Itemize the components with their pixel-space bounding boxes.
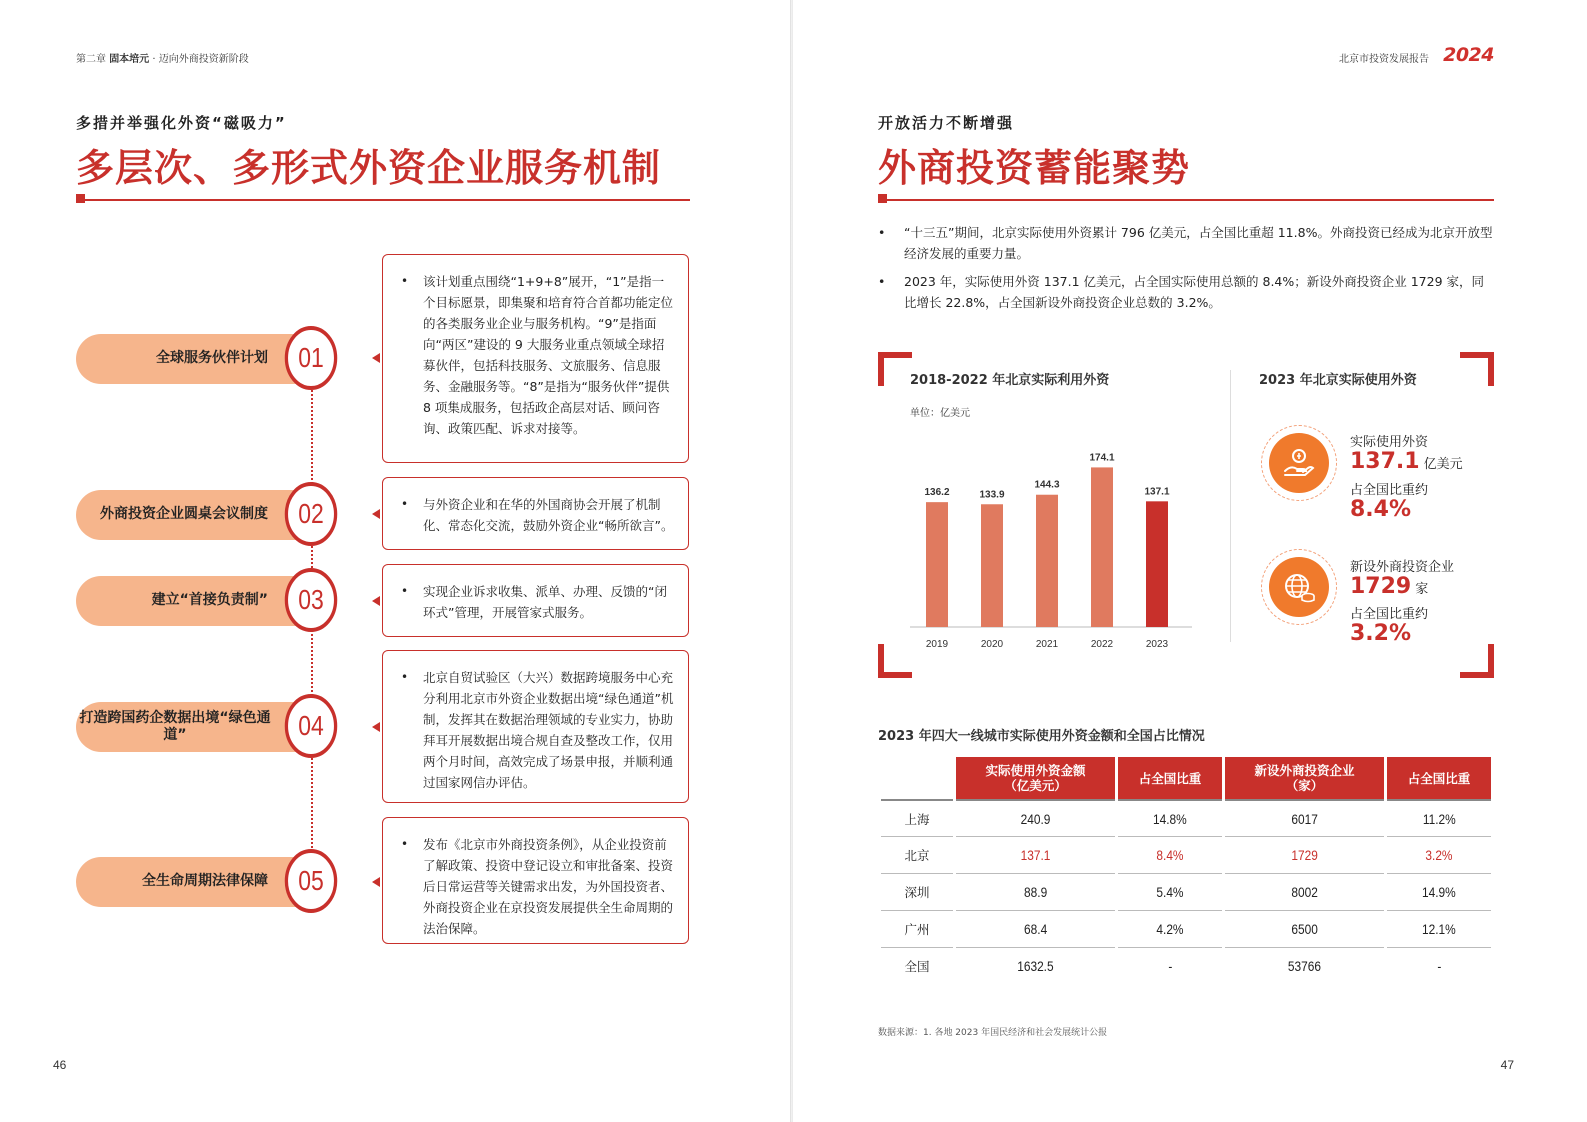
table-cell: 14.8%	[1118, 799, 1222, 836]
table-cell: 5.4%	[1118, 873, 1222, 910]
right-page	[793, 0, 1587, 1122]
table-title: 2023 年四大一线城市实际使用外资金额和全国占比情况	[878, 729, 1205, 744]
table-header-text: 占全国比重	[1138, 770, 1202, 786]
data-source-note: 数据来源：1. 各地 2023 年国民经济和社会发展统计公报	[878, 1028, 1108, 1038]
bar-2023	[1146, 501, 1168, 627]
pointer-arrow-icon	[372, 877, 380, 887]
item-description-box: • 实现企业诉求收集、派单、办理、反馈的“闭环式”管理，开展管家式服务。	[382, 564, 689, 637]
table-cell: 6017	[1225, 799, 1384, 836]
item-description-box: • 北京自贸试验区（大兴）数据跨境服务中心充分利用北京市外资企业数据出境“绿色通道”机制，发挥其在数据治理领域的专业实力，协助拜耳开展数据出境合规自查及整改工作，仅用两个月时间，高效完成了场景申报，并顺利通过国家网信办评估。	[382, 650, 689, 803]
summary-bullets	[878, 222, 1496, 320]
table-header	[956, 757, 1115, 799]
chart-unit-label: 单位：亿美元	[910, 408, 970, 419]
item-description-box: • 与外资企业和在华的外国商协会开展了机制化、常态化交流，鼓励外资企业“畅所欲言”。	[382, 477, 689, 550]
table-cell-city: 全国	[881, 947, 953, 984]
item-number-circle: 03	[285, 568, 337, 632]
item-label-pill: 外商投资企业圆桌会议制度	[76, 490, 320, 540]
bar-2021	[1036, 495, 1058, 627]
stat-share-value: 3.2%	[1350, 621, 1412, 646]
table-cell: 3.2%	[1387, 836, 1491, 873]
table-cell: -	[1387, 947, 1491, 984]
page-title: 多层次、多形式外资企业服务机制	[76, 146, 662, 190]
section-kicker: 多措并举强化外资“磁吸力”	[76, 114, 287, 132]
table-cell: 11.2%	[1387, 799, 1491, 836]
item-description-box: • 发布《北京市外商投资条例》，从企业投资前了解政策、投资中登记设立和审批备案、投资后日常运营等关键需求出发，为外国投资者、外商投资企业在京投资发展提供全生命周期的法治保障。	[382, 817, 689, 944]
stat-share-label: 占全国比重约	[1350, 607, 1429, 622]
item-label-pill: 打造跨国药企数据出境“绿色通道”	[76, 702, 320, 752]
running-head-right: 北京市投资发展报告	[1339, 54, 1429, 65]
running-head-left: 第二章 固本培元 · 迈向外商投资新阶段	[76, 54, 249, 65]
hand-money-icon	[1261, 425, 1337, 501]
table-header-text: （家）	[1285, 778, 1324, 793]
table-cell: -	[1118, 947, 1222, 984]
city-comparison-table	[878, 757, 1494, 984]
pointer-arrow-icon	[372, 509, 380, 519]
bullet-paragraph: • “十三五”期间，北京实际使用外资累计 796 亿美元，占全国比重超 11.8%。外商投资已经成为北京开放型经济发展的重要力量。	[878, 222, 1496, 264]
item-number-circle: 04	[285, 694, 337, 758]
globe-coins-icon	[1261, 549, 1337, 625]
bar-chart	[910, 430, 1205, 655]
bar-value-label: 144.3	[1034, 479, 1060, 491]
table-cell: 53766	[1225, 947, 1384, 984]
frame-corner	[1460, 352, 1494, 386]
table-header-text: （亿美元）	[1004, 778, 1067, 793]
pointer-arrow-icon	[372, 596, 380, 606]
table-row	[881, 799, 1491, 836]
bar-value-label: 174.1	[1089, 452, 1115, 464]
table-header	[1118, 757, 1222, 799]
table-header-blank	[881, 757, 953, 799]
left-page	[0, 0, 790, 1122]
stat-share-label: 占全国比重约	[1350, 483, 1429, 498]
table-cell: 6500	[1225, 910, 1384, 947]
pointer-arrow-icon	[372, 353, 380, 363]
item-label-pill: 全生命周期法律保障	[76, 857, 320, 907]
table-cell: 8002	[1225, 873, 1384, 910]
x-tick-label: 2021	[1035, 639, 1059, 650]
bar-2022	[1091, 467, 1113, 627]
pointer-arrow-icon	[372, 722, 380, 732]
stat-label: 实际使用外资	[1350, 435, 1429, 450]
bar-2019	[926, 502, 948, 627]
item-number-circle: 02	[285, 482, 337, 546]
table-cell: 1632.5	[956, 947, 1115, 984]
table-cell: 88.9	[956, 873, 1115, 910]
table-header	[1225, 757, 1384, 799]
panel-divider	[1230, 370, 1231, 642]
stat-value: 137.1 亿美元	[1350, 449, 1463, 474]
title-rule-mark	[878, 194, 887, 203]
report-year-logo: 2024	[1443, 44, 1494, 66]
chart-title: 2018-2022 年北京实际利用外资	[910, 373, 1110, 388]
table-row	[881, 910, 1491, 947]
table-header-text: 实际使用外资金额	[985, 763, 1086, 778]
item-label-pill: 建立“首接负责制”	[76, 576, 320, 626]
table-row	[881, 836, 1491, 873]
table-row	[881, 947, 1491, 984]
table-cell: 12.1%	[1387, 910, 1491, 947]
title-rule-mark	[76, 194, 85, 203]
table-cell-city: 广州	[881, 910, 953, 947]
title-rule	[85, 199, 690, 201]
frame-corner	[878, 352, 912, 386]
table-cell: 68.4	[956, 910, 1115, 947]
item-description-box: • 该计划重点围绕“1+9+8”展开，“1”是指一个目标愿景，即集聚和培育符合首都功能定位的各类服务业企业与服务机构。“9”是指面向“两区”建设的 9 大服务业重点领域全球招募伙伴，包括科技服务、文旅服务、信息服务、金融服务等。“8”是指为“服务伙伴”提供 8 项集成服务，包括政企高层对话、顾问咨询、政策匹配、诉求对接等。	[382, 254, 689, 463]
bullet-paragraph: • 2023 年，实际使用外资 137.1 亿美元，占全国实际使用总额的 8.4%；新设外商投资企业 1729 家，同比增长 22.8%，占全国新设外商投资企业总数的 3.2%。	[878, 271, 1496, 313]
page-title: 外商投资蓄能聚势	[878, 146, 1191, 190]
bar-value-label: 136.2	[924, 487, 950, 499]
bar-value-label: 133.9	[979, 489, 1005, 501]
table-cell: 1729	[1225, 836, 1384, 873]
bar-2020	[981, 504, 1003, 627]
table-cell: 4.2%	[1118, 910, 1222, 947]
page-number: 47	[1500, 1058, 1514, 1072]
table-cell: 137.1	[956, 836, 1115, 873]
table-cell-city: 深圳	[881, 873, 953, 910]
title-rule	[887, 199, 1494, 201]
table-cell: 8.4%	[1118, 836, 1222, 873]
item-label-pill: 全球服务伙伴计划	[76, 334, 320, 384]
x-tick-label: 2019	[925, 639, 949, 650]
table-cell-city: 北京	[881, 836, 953, 873]
table-cell: 14.9%	[1387, 873, 1491, 910]
table-header-text: 占全国比重	[1407, 770, 1471, 786]
x-tick-label: 2022	[1090, 639, 1114, 650]
table-row	[881, 873, 1491, 910]
stats-title: 2023 年北京实际使用外资	[1259, 373, 1417, 388]
table-cell: 240.9	[956, 799, 1115, 836]
item-number-circle: 05	[285, 849, 337, 913]
frame-corner	[878, 644, 912, 678]
frame-corner	[1460, 644, 1494, 678]
page-number: 46	[53, 1058, 67, 1072]
x-tick-label: 2020	[980, 639, 1004, 650]
section-kicker: 开放活力不断增强	[878, 114, 1015, 132]
bar-value-label: 137.1	[1144, 486, 1170, 498]
stat-share-value: 8.4%	[1350, 497, 1412, 522]
table-header-text: 新设外商投资企业	[1254, 763, 1355, 778]
table-cell-city: 上海	[881, 799, 953, 836]
x-tick-label: 2023	[1145, 639, 1169, 650]
table-header	[1387, 757, 1491, 799]
stat-label: 新设外商投资企业	[1350, 560, 1455, 575]
stat-value: 1729 家	[1350, 574, 1429, 599]
item-number-circle: 01	[285, 326, 337, 390]
